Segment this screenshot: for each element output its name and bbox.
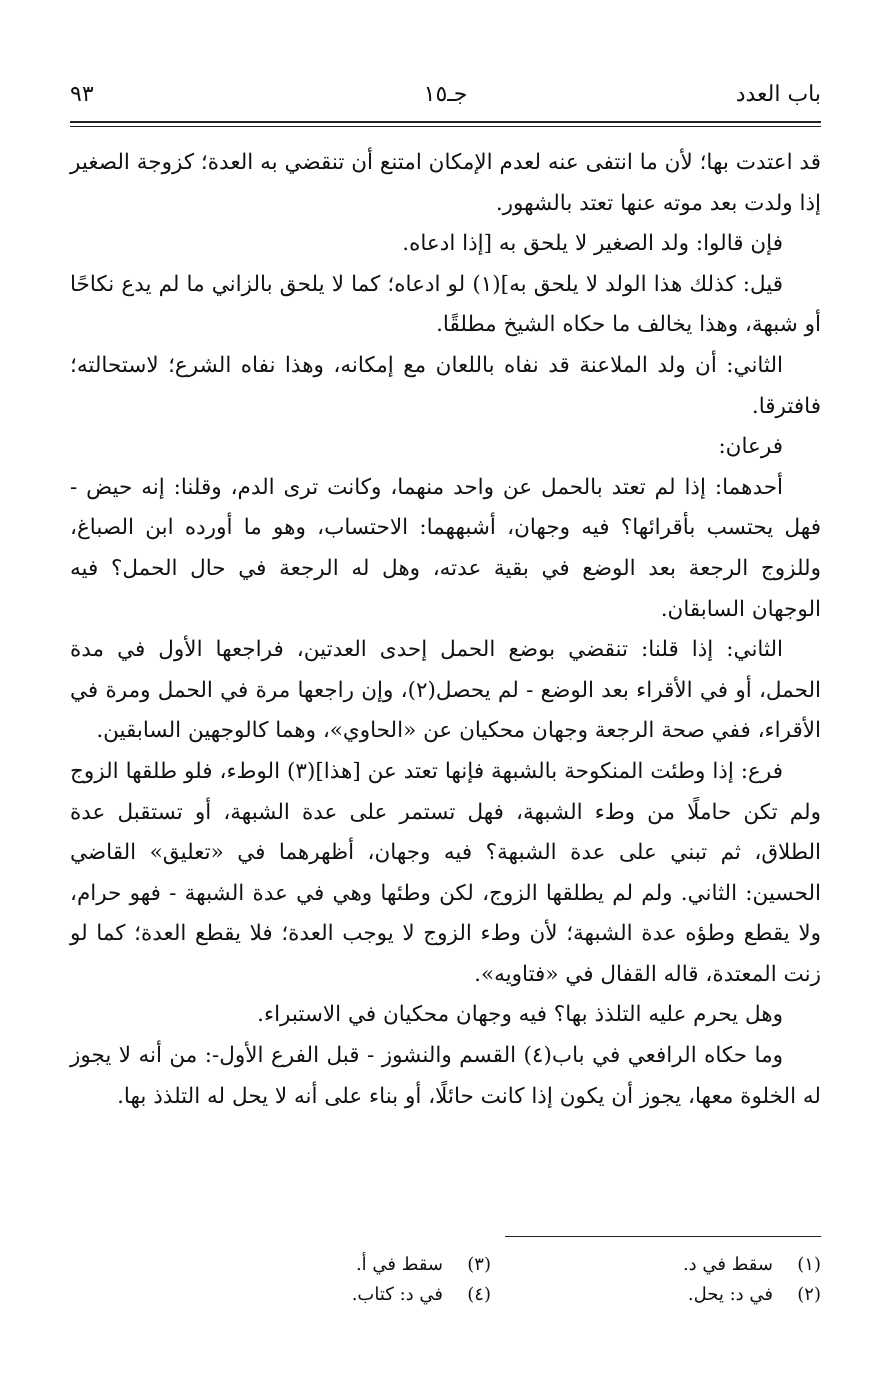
header-rule bbox=[70, 121, 821, 123]
paragraph: فرعان: bbox=[718, 434, 783, 460]
footnote bbox=[561, 1280, 821, 1310]
volume-label: جـ١٥ bbox=[423, 82, 468, 107]
paragraph: قد اعتدت بها؛ لأن ما انتفى عنه لعدم الإمكان امتنع أن تنقضي به العدة؛ كزوجة الصغير إذا ولدت بعد موته عنها تعتد بالشهور. bbox=[70, 150, 821, 216]
main-text bbox=[70, 143, 821, 1117]
paragraph: الثاني: أن ولد الملاعنة قد نفاه باللعان مع إمكانه، وهذا نفاه الشرع؛ لاستحالته؛ فافترقا. bbox=[70, 352, 821, 419]
footnote-number: (٣) bbox=[467, 1254, 491, 1275]
footnote-text: في د: يحل. bbox=[687, 1284, 773, 1305]
paragraph: وما حكاه الرافعي في باب(٤) القسم والنشوز - قبل الفرع الأول-: من أنه لا يجوز له الخلوة معها، يجوز أن يكون إذا كانت حائلًا، أو بناء على أنه لا يحل له التلذذ بها. bbox=[70, 1043, 821, 1109]
footnotes bbox=[230, 1250, 821, 1314]
footnote-text: سقط في أ. bbox=[355, 1254, 443, 1275]
chapter-title: باب العدد bbox=[735, 82, 821, 107]
paragraph: أحدهما: إذا لم تعتد بالحمل عن واحد منهما، وكانت ترى الدم، وقلنا: إنه حيض - فهل يحتسب بأقرائها؟ فيه وجهان، أشبههما: الاحتساب، وهو ما أورده ابن الصباغ، وللزوج الرجعة بعد الوضع في بقية عدته، وهل له الرجعة في حال الحمل؟ فيه الوجهان السابقان. bbox=[70, 474, 821, 622]
footnote-number: (١) bbox=[797, 1254, 821, 1275]
paragraph: وهل يحرم عليه التلذذ بها؟ فيه وجهان محكيان في الاستبراء. bbox=[257, 1002, 783, 1028]
footnote-text: في د: كتاب. bbox=[351, 1284, 443, 1305]
paragraph: فإن قالوا: ولد الصغير لا يلحق به [إذا ادعاه. bbox=[402, 231, 783, 257]
page-number: ٩٣ bbox=[70, 82, 94, 107]
header-rule-thin bbox=[70, 126, 821, 127]
footnote bbox=[231, 1280, 491, 1310]
footnote bbox=[231, 1250, 491, 1280]
footnote-column bbox=[231, 1250, 491, 1310]
paragraph: الثاني: إذا قلنا: تنقضي بوضع الحمل إحدى العدتين، فراجعها الأول في مدة الحمل، أو في الأقراء بعد الوضع - لم يحصل(٢)، وإن راجعها مرة في الحمل ومرة في الأقراء، ففي صحة الرجعة وجهان محكيان عن «الحاوي»، وهما كالوجهين السابقين. bbox=[70, 637, 821, 744]
footnote-number: (٢) bbox=[797, 1284, 821, 1305]
paragraph: قيل: كذلك هذا الولد لا يلحق به](١) لو ادعاه؛ كما لا يلحق بالزاني ما لم يدع نكاحًا أو شبهة، وهذا يخالف ما حكاه الشيخ مطلقًا. bbox=[70, 271, 821, 338]
footnote-text: سقط في د. bbox=[682, 1254, 773, 1275]
footnote-column bbox=[561, 1250, 821, 1310]
running-header bbox=[70, 82, 821, 116]
footnote bbox=[561, 1250, 821, 1280]
footnote-rule bbox=[505, 1236, 821, 1237]
paragraph: فرع: إذا وطئت المنكوحة بالشبهة فإنها تعتد عن [هذا](٣) الوطء، فلو طلقها الزوج ولم تكن حاملًا من وطء الشبهة، فهل تستمر على عدة الشبهة، أو تستقبل عدة الطلاق، ثم تبني على عدة الشبهة؟ فيه وجهان، أظهرهما في «تعليق» القاضي الحسين: الثاني. ولم لم يطلقها الزوج، لكن وطئها وهي في عدة الشبهة - فهو حرام، ولا يقطع وطؤه عدة الشبهة؛ لأن وطء الزوج لا يوجب العدة؛ فلا يقطع العدة؛ كما لو زنت المعتدة، قاله القفال في «فتاويه». bbox=[70, 758, 821, 987]
footnote-number: (٤) bbox=[467, 1284, 491, 1305]
